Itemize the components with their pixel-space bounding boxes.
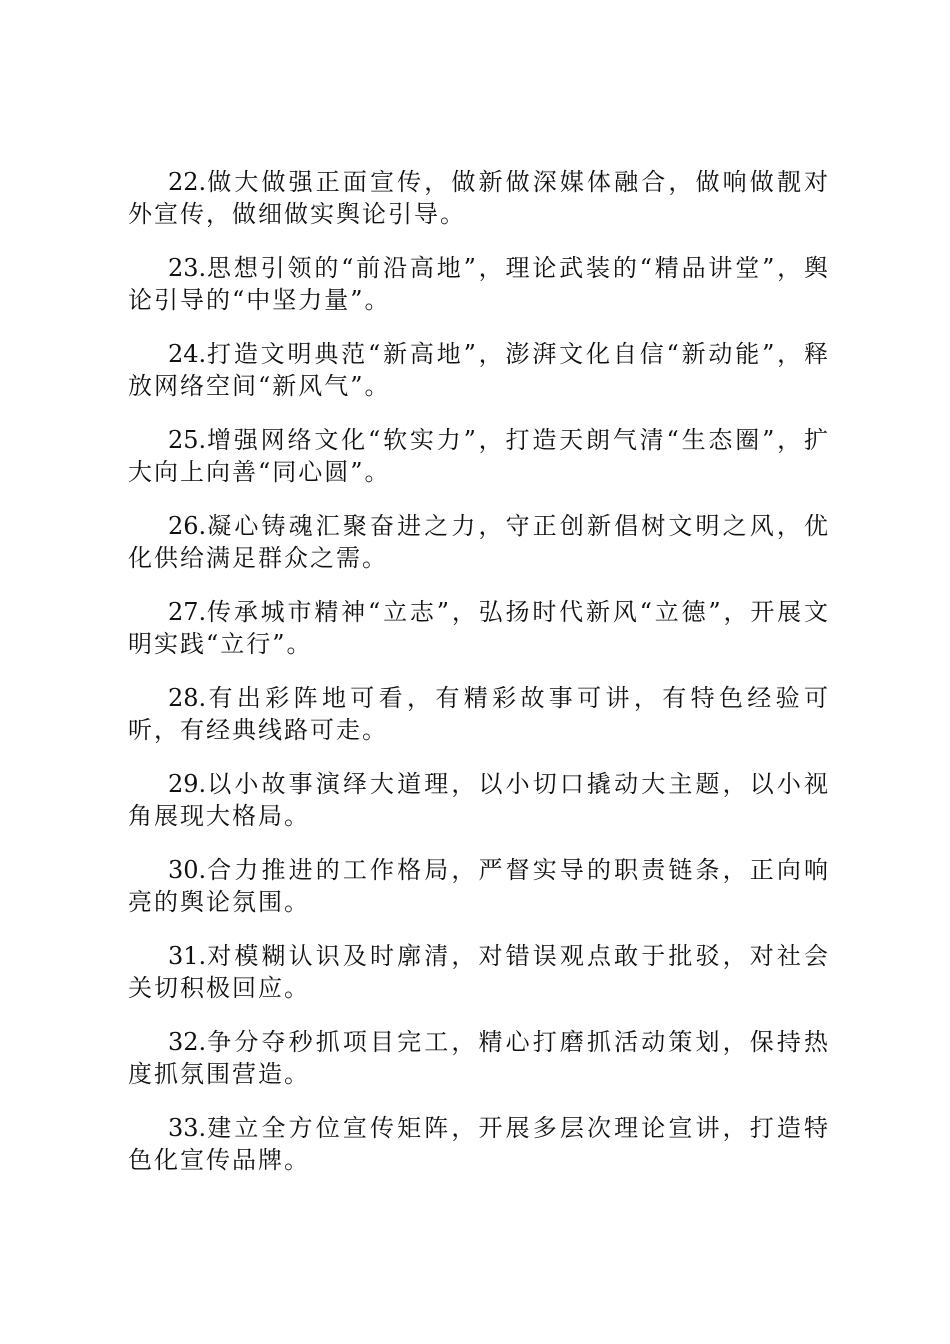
item-number: 32.	[168, 1028, 207, 1056]
item-text: 有出彩阵地可看，有精彩故事可讲，有特色经验可听，有经典线路可走。	[128, 684, 830, 744]
item-text: 建立全方位宣传矩阵，开展多层次理论宣讲，打造特色化宣传品牌。	[128, 1114, 830, 1174]
list-item	[128, 338, 830, 402]
list-item	[128, 854, 830, 918]
item-number: 30.	[168, 856, 207, 884]
item-number: 22.	[168, 168, 207, 196]
item-number: 25.	[168, 426, 207, 454]
item-text: 做大做强正面宣传，做新做深媒体融合，做响做靓对外宣传，做细做实舆论引导。	[128, 168, 830, 228]
item-text: 传承城市精神“立志”，弘扬时代新风“立德”，开展文明实践“立行”。	[128, 598, 830, 658]
item-number: 27.	[168, 598, 207, 626]
document-body	[128, 166, 830, 1198]
item-number: 28.	[168, 684, 207, 712]
item-text: 合力推进的工作格局，严督实导的职责链条，正向响亮的舆论氛围。	[128, 856, 830, 916]
item-text: 打造文明典范“新高地”，澎湃文化自信“新动能”，释放网络空间“新风气”。	[128, 340, 830, 400]
item-text: 争分夺秒抓项目完工，精心打磨抓活动策划，保持热度抓氛围营造。	[128, 1028, 830, 1088]
list-item	[128, 768, 830, 832]
list-item	[128, 424, 830, 488]
list-item	[128, 596, 830, 660]
item-number: 31.	[168, 942, 207, 970]
item-text: 对模糊认识及时廓清，对错误观点敢于批驳，对社会关切积极回应。	[128, 942, 830, 1002]
list-item	[128, 510, 830, 574]
list-item	[128, 682, 830, 746]
item-text: 思想引领的“前沿高地”，理论武装的“精品讲堂”，舆论引导的“中坚力量”。	[128, 254, 830, 314]
list-item	[128, 166, 830, 230]
item-text: 以小故事演绎大道理，以小切口撬动大主题，以小视角展现大格局。	[128, 770, 830, 830]
list-item	[128, 940, 830, 1004]
item-number: 26.	[168, 512, 207, 540]
item-text: 增强网络文化“软实力”，打造天朗气清“生态圈”，扩大向上向善“同心圆”。	[128, 426, 830, 486]
list-item	[128, 1026, 830, 1090]
item-number: 23.	[168, 254, 207, 282]
item-text: 凝心铸魂汇聚奋进之力，守正创新倡树文明之风，优化供给满足群众之需。	[128, 512, 830, 572]
list-item	[128, 252, 830, 316]
item-number: 24.	[168, 340, 207, 368]
item-number: 33.	[168, 1114, 207, 1142]
item-number: 29.	[168, 770, 207, 798]
list-item	[128, 1112, 830, 1176]
